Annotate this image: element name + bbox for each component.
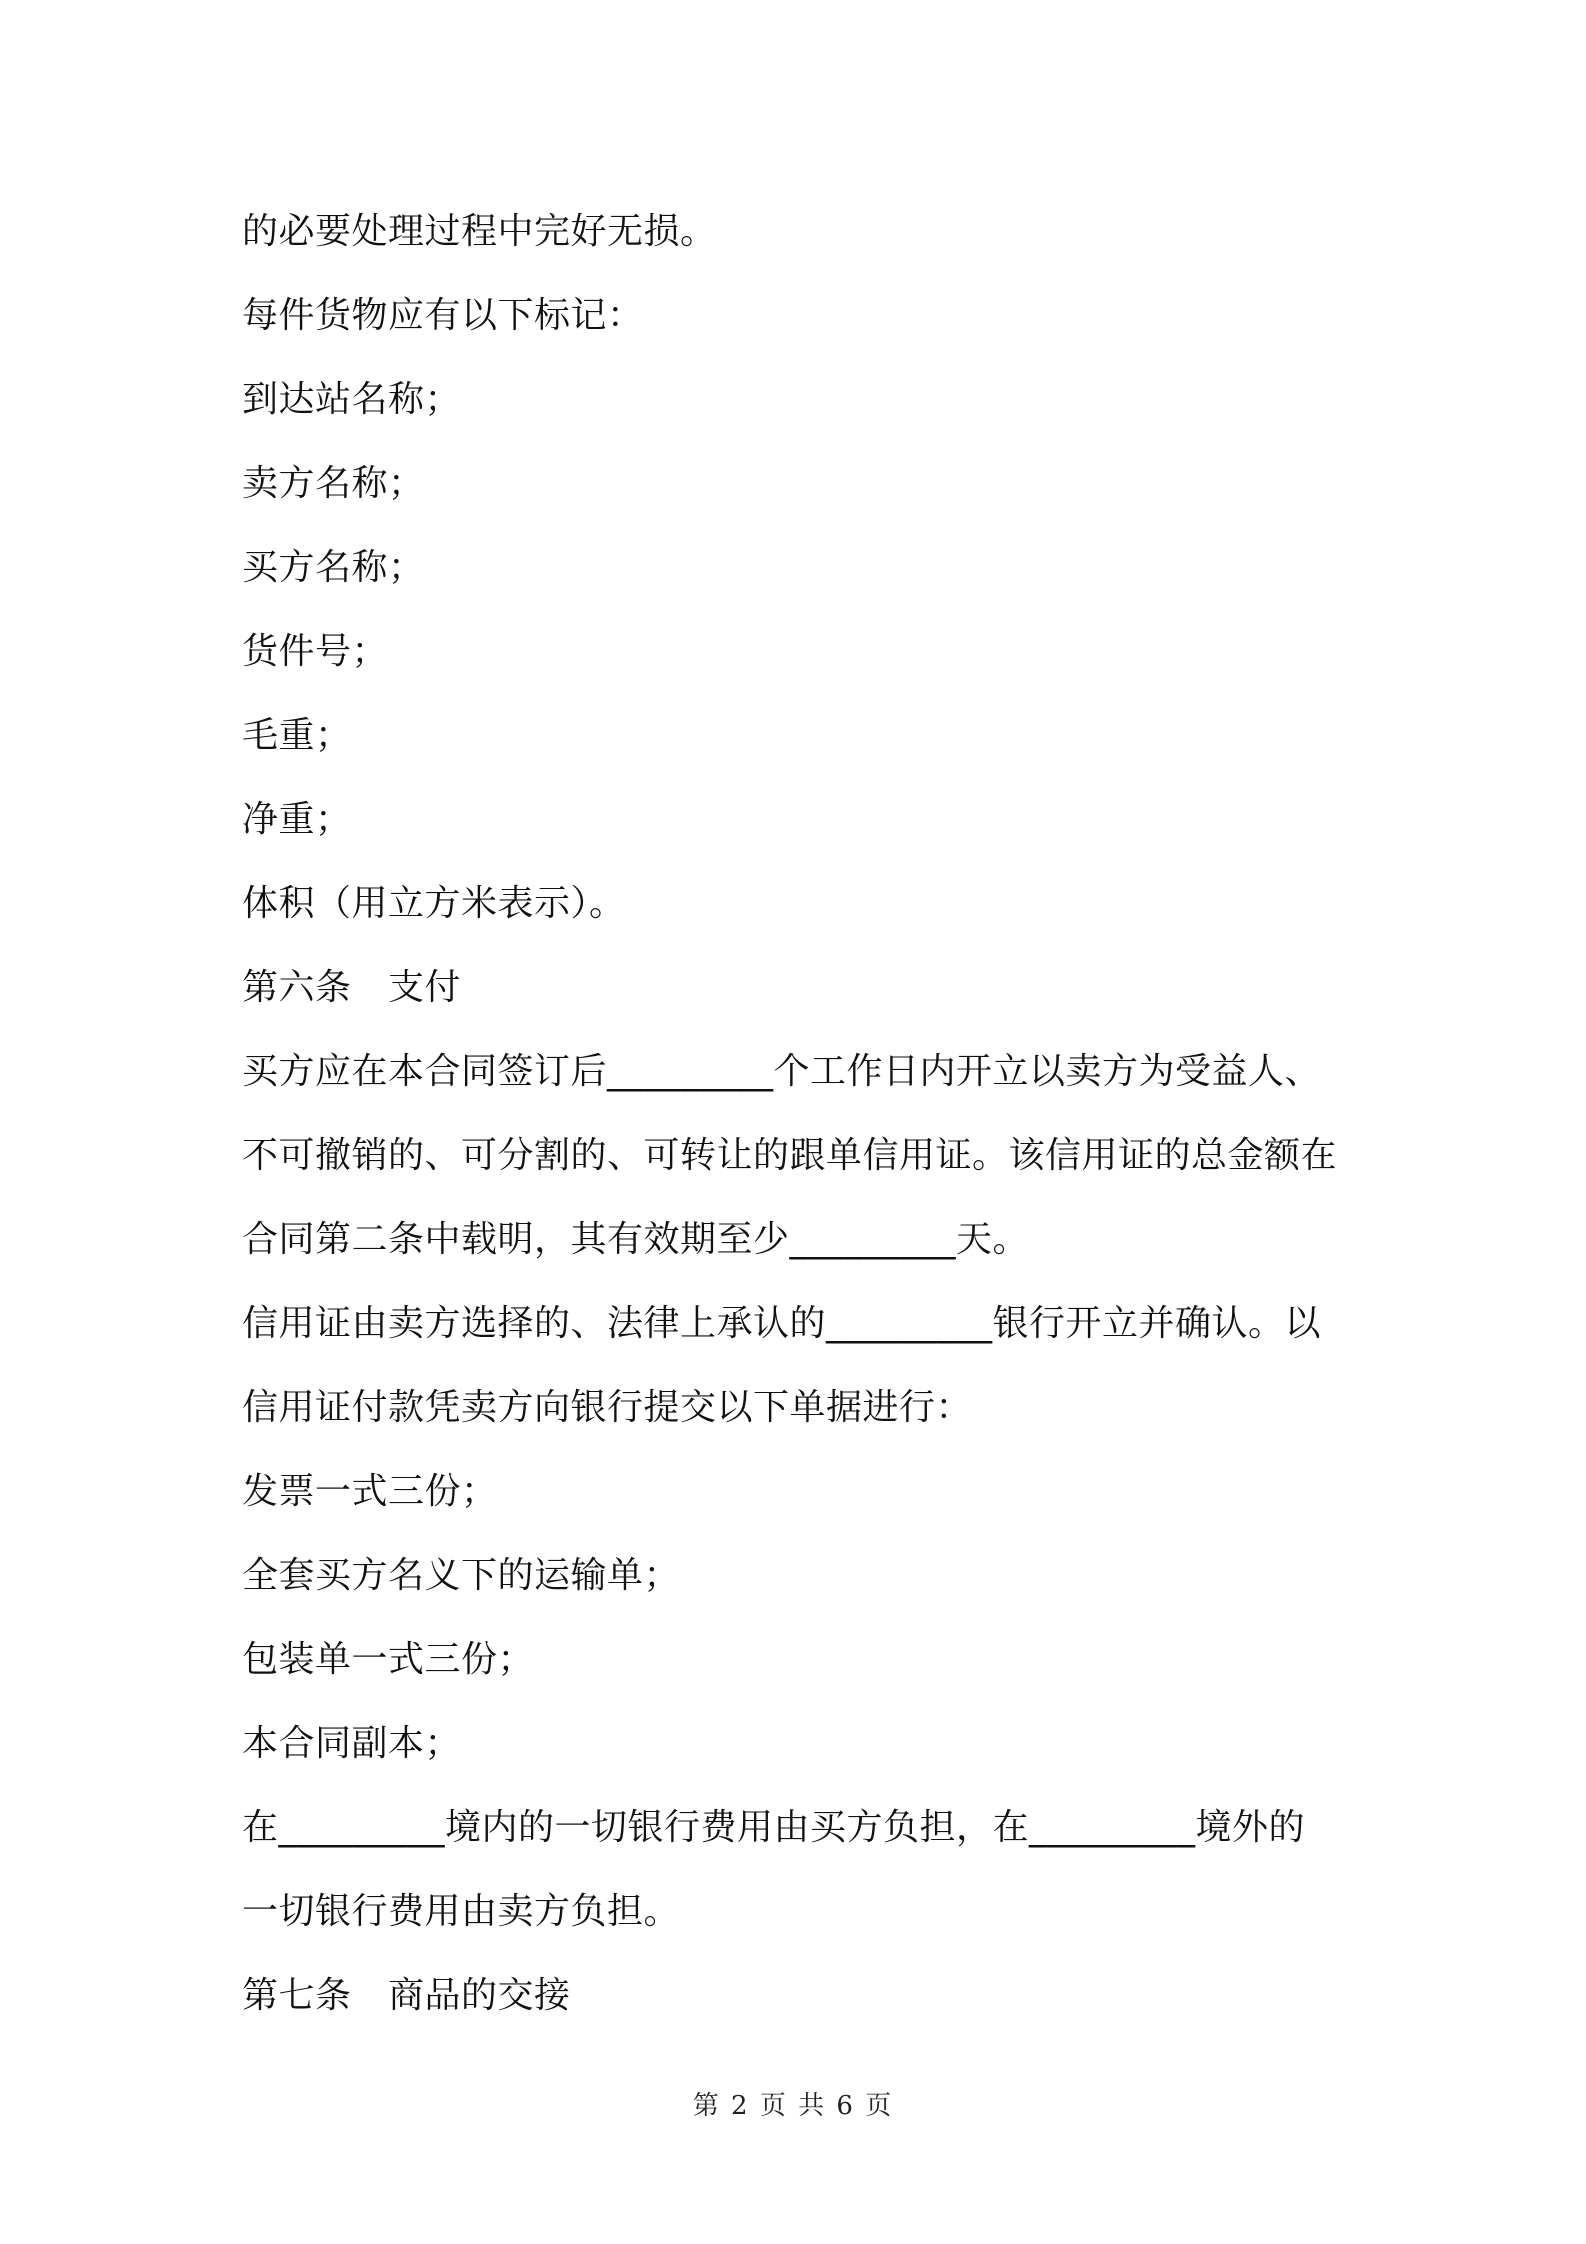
document-body bbox=[242, 190, 1362, 2038]
text-line: 包装单一式三份； bbox=[242, 1639, 535, 1680]
text-line: 净重； bbox=[242, 799, 352, 840]
text-line: 发票一式三份； bbox=[242, 1471, 498, 1512]
text-line: 一切银行费用由卖方负担。 bbox=[242, 1891, 681, 1932]
text-line: 卖方名称； bbox=[242, 463, 425, 504]
text-line: 体积（用立方米表示）。 bbox=[242, 883, 626, 924]
text-line: 毛重； bbox=[242, 715, 352, 756]
text-line: 信用证由卖方选择的、法律上承认的_________银行开立并确认。以 bbox=[242, 1303, 1322, 1344]
text-line: 到达站名称； bbox=[242, 379, 462, 420]
page-number-footer: 第 2 页 共 6 页 bbox=[692, 2091, 894, 2121]
text-line: 本合同副本； bbox=[242, 1723, 462, 1764]
text-line: 全套买方名义下的运输单； bbox=[242, 1555, 681, 1596]
text-line: 的必要处理过程中完好无损。 bbox=[242, 211, 717, 252]
section-heading: 第六条 支付 bbox=[242, 967, 462, 1008]
text-line: 信用证付款凭卖方向银行提交以下单据进行： bbox=[242, 1387, 973, 1428]
text-line: 买方名称； bbox=[242, 547, 425, 588]
text-line: 合同第二条中载明，其有效期至少_________天。 bbox=[242, 1219, 1030, 1260]
text-line: 货件号； bbox=[242, 631, 389, 672]
section-heading: 第七条 商品的交接 bbox=[242, 1975, 571, 2016]
text-line: 每件货物应有以下标记： bbox=[242, 295, 644, 336]
text-line: 不可撤销的、可分割的、可转让的跟单信用证。该信用证的总金额在 bbox=[242, 1135, 1338, 1176]
text-line: 在_________境内的一切银行费用由买方负担，在_________境外的 bbox=[242, 1807, 1306, 1848]
text-line: 买方应在本合同签订后_________个工作日内开立以卖方为受益人、 bbox=[242, 1051, 1322, 1092]
